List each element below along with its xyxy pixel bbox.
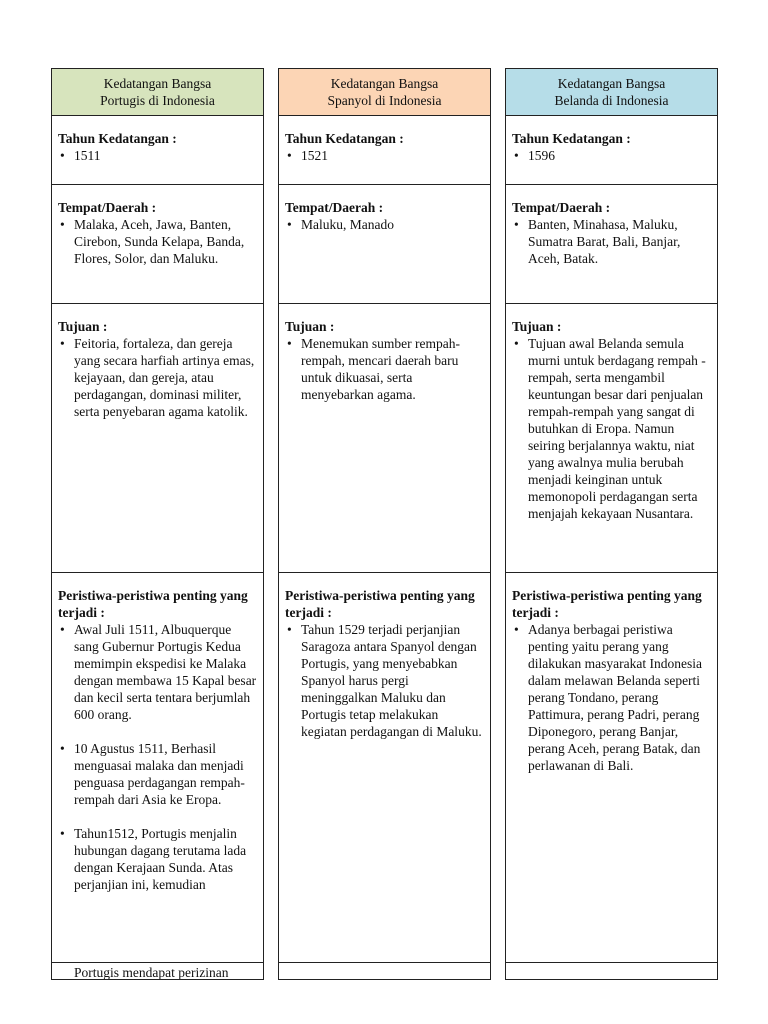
event-item: • Awal Juli 1511, Albuquerque sang Gubernur Portugis Kedua memimpin ekspedisi ke Malaka dengan membawa 15 Kapal besar dan kecil serta tentara berjumlah 600 orang. [74,621,257,723]
continuation-text: Portugis mendapat perizinan [74,965,229,980]
year-value: • 1596 [528,147,711,164]
place-section [278,184,491,304]
header-line-1: Kedatangan Bangsa [103,76,212,91]
year-title: Tahun Kedatangan : [512,131,631,146]
header-line-2: Spanyol di Indonesia [327,93,442,108]
continuation-text [506,963,717,964]
header-line-1: Kedatangan Bangsa [330,76,439,91]
year-section [51,115,264,185]
events-title: Peristiwa-peristiwa penting yang terjadi : [285,588,475,620]
year-section [505,115,718,185]
column-header [51,68,264,116]
header-line-2: Portugis di Indonesia [100,93,215,108]
column-header [278,68,491,116]
header-line-1: Kedatangan Bangsa [557,76,666,91]
goal-section [278,303,491,573]
place-title: Tempat/Daerah : [285,200,384,215]
place-section [51,184,264,304]
goal-value: • Feitoria, fortaleza, dan gereja yang secara harfiah artinya emas, kejayaan, dan gereja, atau perdagangan, dominasi militer, serta penyebaran agama katolik. [74,335,257,420]
continuation-text [279,963,490,964]
place-section [505,184,718,304]
header-line-2: Belanda di Indonesia [554,93,669,108]
continuation-row [51,962,264,980]
year-section [278,115,491,185]
events-section [51,572,264,963]
place-value: • Malaka, Aceh, Jawa, Banten, Cirebon, Sunda Kelapa, Banda, Flores, Solor, dan Maluku. [74,216,257,267]
continuation-row [505,962,718,980]
continuation-row [278,962,491,980]
event-item: • Tahun 1529 terjadi perjanjian Saragoza antara Spanyol dengan Portugis, yang menyebabkan Spanyol harus pergi meninggalkan Maluku dan Portugis tetap melakukan kegiatan perdagangan di Maluku. [301,621,484,740]
goal-section [505,303,718,573]
place-value: • Maluku, Manado [301,216,484,233]
event-item: • Tahun1512, Portugis menjalin hubungan dagang terutama lada dengan Kerajaan Sunda. Atas perjanjian ini, kemudian [74,825,257,893]
goal-section [51,303,264,573]
year-value: • 1521 [301,147,484,164]
year-value: • 1511 [74,147,257,164]
year-title: Tahun Kedatangan : [285,131,404,146]
place-value: • Banten, Minahasa, Maluku, Sumatra Barat, Bali, Banjar, Aceh, Batak. [528,216,711,267]
events-title: Peristiwa-peristiwa penting yang terjadi : [58,588,248,620]
goal-value: • Tujuan awal Belanda semula murni untuk berdagang rempah - rempah, serta mengambil keuntungan besar dari penjualan rempah-rempah yang sangat di butuhkan di Eropa. Namun seiring berjalannya waktu, niat yang awalnya mulia berubah menjadi keinginan untuk memonopoli perdagangan serta menjajah kekayaan Nusantara. [528,335,711,522]
goal-title: Tujuan : [58,319,108,334]
events-section [278,572,491,963]
year-title: Tahun Kedatangan : [58,131,177,146]
events-section [505,572,718,963]
column-header [505,68,718,116]
event-item: • 10 Agustus 1511, Berhasil menguasai malaka dan menjadi penguasa perdagangan rempah-rempah dari Asia ke Eropa. [74,740,257,808]
goal-title: Tujuan : [285,319,335,334]
event-item: • Adanya berbagai peristiwa penting yaitu perang yang dilakukan masyarakat Indonesia dalam melawan Belanda seperti perang Tondano, perang Pattimura, perang Padri, perang Diponegoro, perang Banjar, perang Aceh, perang Batak, dan perlawanan di Bali. [528,621,711,774]
events-title: Peristiwa-peristiwa penting yang terjadi : [512,588,702,620]
goal-value: • Menemukan sumber rempah-rempah, mencari daerah baru untuk dikuasai, serta menyebarkan agama. [301,335,484,403]
place-title: Tempat/Daerah : [58,200,157,215]
goal-title: Tujuan : [512,319,562,334]
place-title: Tempat/Daerah : [512,200,611,215]
